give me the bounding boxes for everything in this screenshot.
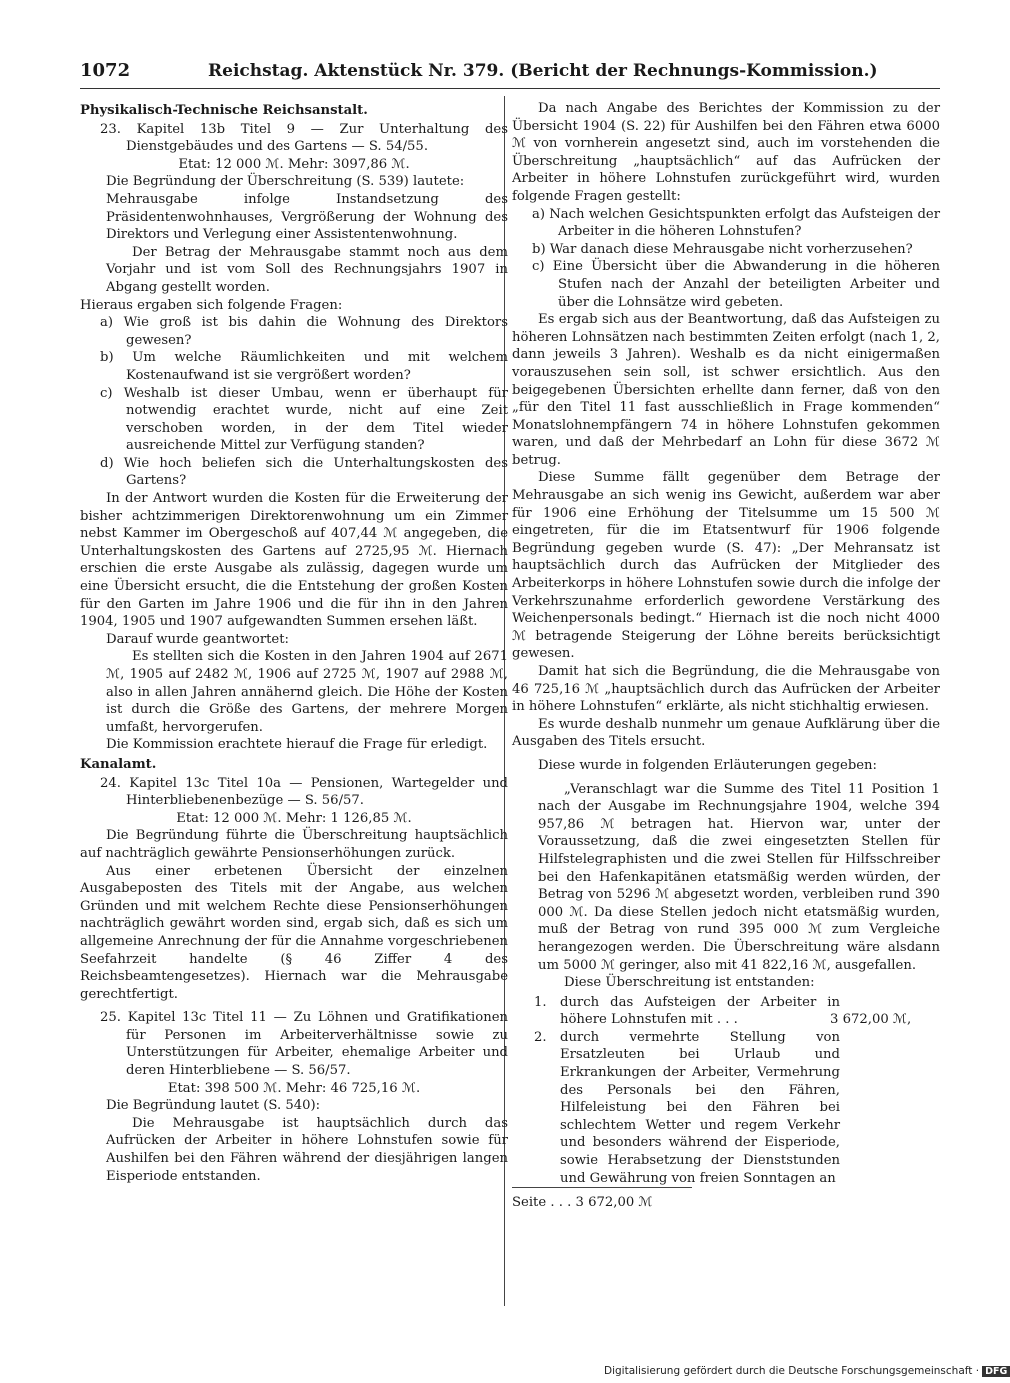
item-25-etat: Etat: 398 500 ℳ. Mehr: 46 725,16 ℳ.: [167, 1080, 421, 1096]
right-paragraph: Diese wurde in folgenden Erläuterungen gegeben:: [538, 757, 877, 773]
question-a: a) Nach welchen Gesichtspunkten erfolgt das Aufsteigen der Arbeiter in die höheren Lohnstufen?: [532, 206, 940, 240]
question-c: c) Eine Übersicht über die Abwanderung in die höheren Stufen nach der Anzahl der beteiligten Arbeiter und über die Lohnsätze wird gebeten.: [532, 259, 940, 310]
list-item: [534, 1029, 840, 1187]
section-heading-reichsanstalt: Physikalisch-Technische Reichsanstalt.: [80, 103, 368, 118]
question-b: b) Um welche Räumlichkeiten und mit welchem Kostenaufwand ist sie vergrößert worden?: [100, 350, 508, 383]
item-24-paragraph: Aus einer erbetenen Übersicht der einzelnen Ausgabeposten des Titels mit der Angabe, aus welchen Gründen und mit welchem Rechte diese Pensionserhöhungen nachträglich gewährt worden sind, ergab sich, daß es sich um allgemeine Anrechnung der für die Annahme vorgeschriebenen Seefahrzeit handelte (§ 46 Ziffer 4 des Reichsbeamtengesetzes). Hiernach war die Mehrausgabe gerechtfertigt.: [80, 863, 508, 1002]
item-24-heading: 24. Kapitel 13c Titel 10a — Pensionen, Wartegelder und Hinterbliebenenbezüge — S. 56/57.: [100, 775, 508, 809]
item-23-paragraph: Hieraus ergaben sich folgende Fragen:: [80, 297, 343, 313]
section-heading-kanalamt: Kanalamt.: [80, 756, 157, 772]
right-paragraph: Da nach Angabe des Berichtes der Kommission zu der Übersicht 1904 (S. 22) für Aushilfen bei den Fähren etwa 6000 ℳ von vornherein angesetzt sind, auch im vorstehenden die Überschreitung „hauptsächlich“ auf das Aufrücken der Arbeiter in höhere Lohnstufen zurückgeführt wird, wurden folgende Fragen gestellt:: [512, 101, 940, 204]
item-23-etat: Etat: 12 000 ℳ. Mehr: 3097,86 ℳ.: [178, 156, 410, 172]
item-23-paragraph: In der Antwort wurden die Kosten für die Erweiterung der bisher achtzimmerigen Direktorenwohnung um ein Zimmer nebst Kammer im Obergeschoß auf 407,44 ℳ angegeben, die Unterhaltungskosten des Gartens auf 2725,95 ℳ. Hiernach erschien die erste Ausgabe als zulässig, dagegen wurde um eine Übersicht ersucht, die die Entstehung der großen Kosten für den Garten im Jahre 1906 und die für ihn in den Jahren 1904, 1905 und 1907 aufgewandten Summen ersehen läßt.: [80, 491, 508, 630]
right-paragraph: Es wurde deshalb nunmehr um genaue Aufklärung über die Ausgaben des Titels ersucht.: [512, 716, 940, 750]
item-24-etat: Etat: 12 000 ℳ. Mehr: 1 126,85 ℳ.: [176, 810, 412, 826]
item-23-quote: Mehrausgabe infolge Instandsetzung des Präsidentenwohnhauses, Vergrößerung der Wohnung des Direktors und Verlegung einer Assistentenwohnung.: [106, 191, 508, 243]
question-b: b) War danach diese Mehrausgabe nicht vorherzusehen?: [532, 241, 913, 257]
page-header: [80, 60, 940, 89]
item-24-paragraph: Die Begründung führte die Überschreitung hauptsächlich auf nachträglich gewährte Pensionserhöhungen zurück.: [80, 828, 508, 861]
item-23-quote: Der Betrag der Mehrausgabe stammt noch aus dem Vorjahr und ist vom Soll des Rechnungsjahrs 1907 in Abgang gestellt worden.: [106, 244, 508, 295]
list-item-number: 1.: [534, 994, 547, 1010]
question-a: a) Wie groß ist bis dahin die Wohnung des Direktors gewesen?: [100, 315, 508, 348]
running-title: Reichstag. Aktenstück Nr. 379. (Bericht der Rechnungs-Kommission.): [208, 61, 878, 81]
digitization-footer: [604, 1365, 1010, 1377]
item-23-paragraph: Die Kommission erachtete hierauf die Frage für erledigt.: [106, 737, 488, 753]
list-item-text: durch das Aufsteigen der Arbeiter in höhere Lohnstufen mit . . .: [560, 994, 840, 1028]
list-item-number: 2.: [534, 1029, 547, 1045]
left-column: [80, 100, 508, 1185]
footer-text: Digitalisierung gefördert durch die Deutsche Forschungsgemeinschaft ·: [604, 1365, 980, 1377]
list-item-text: durch vermehrte Stellung von Ersatzleuten bei Urlaub und Erkrankungen der Arbeiter, Vermehrung des Personals bei den Fähren, Hilfeleistung bei den Fähren bei schlechtem Wetter und regem Verkehr und besonders während der Eisperiode, sowie Herabsetzung der Dienststunden und Gewährung von freien Sonntagen an: [560, 1029, 840, 1186]
item-25-heading: 25. Kapitel 13c Titel 11 — Zu Löhnen und Gratifikationen für Personen im Arbeiterverhältnisse sowie zu Unterstützungen für Arbeiter, ehemalige Arbeiter und deren Hinterbliebene — S. 56/57.: [100, 1010, 508, 1079]
right-paragraph: Damit hat sich die Begründung, die die Mehrausgabe von 46 725,16 ℳ „hauptsächlich durch das Aufrücken der Arbeiter in höhere Lohnstufen“ erklärte, als nicht stichhaltig erwiesen.: [512, 664, 940, 715]
right-column: [512, 100, 940, 1212]
item-23-heading: 23. Kapitel 13b Titel 9 — Zur Unterhaltung des Dienstgebäudes und des Gartens — S. 54/55.: [100, 121, 508, 155]
explanation-quote: Diese Überschreitung ist entstanden:: [564, 975, 815, 991]
item-23-paragraph: Die Begründung der Überschreitung (S. 539) lautete:: [106, 174, 465, 190]
right-paragraph: Es ergab sich aus der Beantwortung, daß das Aufsteigen zu höheren Lohnsätzen nach bestimmten Zeiten erfolgt (nach 1, 2, dann jeweils 3 Jahren). Weshalb es da nicht einigermaßen vorauszusehen sein soll, ist schwer ersichtlich. Aus den beigegebenen Übersichten erhellte dann ferner, daß von den „für den Titel 11 fast ausschließlich in Frage kommenden“ Monatslohnempfängern 74 in höhere Lohnstufen gekommen waren, und daß der Mehrbedarf an Lohn für diese 3672 ℳ betrug.: [512, 312, 940, 468]
list-item: [534, 994, 912, 1029]
explanation-quote: „Veranschlagt war die Summe des Titel 11 Position 1 nach der Ausgabe im Rechnungsjahre 1904, welche 394 957,86 ℳ betragen hat. Hiervon war, unter der Voraussetzung, daß die zwei eingesetzten Stellen für Hilfstelegraphisten und die zwei Stellen für Hilfsschreiber bei den Hafenkapitänen etatsmäßig werden würden, der Betrag von 5296 ℳ abgesetzt worden, verbleiben rund 390 000 ℳ. Da diese Stellen jedoch nicht etatsmäßig wurden, muß der Betrag von rund 395 000 ℳ zum Vergleiche herangezogen werden. Die Überschreitung wäre alsdann um 5000 ℳ geringer, also mit 41 822,16 ℳ, ausgefallen.: [538, 781, 940, 973]
question-c: c) Weshalb ist dieser Umbau, wenn er überhaupt für notwendig erachtet wurde, nicht auf eine Zeit verschoben worden, in der dem Titel wieder ausreichende Mittel zur Verfügung standen?: [100, 385, 508, 454]
item-23-quote: Es stellten sich die Kosten in den Jahren 1904 auf 2671 ℳ, 1905 auf 2482 ℳ, 1906 auf 2725 ℳ, 1907 auf 2988 ℳ, also in allen Jahren annähernd gleich. Die Höhe der Kosten ist durch die Größe des Gartens, der mehrere Morgen umfaßt, hervorgerufen.: [106, 649, 508, 735]
dfg-logo: DFG: [982, 1366, 1010, 1377]
item-25-quote: Die Mehrausgabe ist hauptsächlich durch das Aufrücken der Arbeiter in höhere Lohnstufen sowie für Aushilfen bei den Fähren während der diesjährigen langen Eisperiode entstanden.: [106, 1115, 508, 1184]
question-d: d) Wie hoch beliefen sich die Unterhaltungskosten des Gartens?: [100, 455, 508, 489]
page-subtotal: Seite . . . 3 672,00 ℳ: [512, 1187, 692, 1212]
list-item-amount: 3 672,00 ℳ,: [830, 1012, 912, 1028]
item-23-paragraph: Darauf wurde geantwortet:: [106, 631, 289, 647]
item-25-paragraph: Die Begründung lautet (S. 540):: [106, 1098, 321, 1114]
right-paragraph: Diese Summe fällt gegenüber dem Betrage der Mehrausgabe an sich wenig ins Gewicht, außerdem war aber für 1906 eine Erhöhung der Titelsumme um 15 500 ℳ eingetreten, für die im Etatsentwurf für 1906 folgende Begründung gegeben wurde (S. 47): „Der Mehransatz ist hauptsächlich durch das Aufrücken der Mitglieder des Arbeiterkorps in höhere Lohnstufen sowie durch die infolge der Verkehrszunahme erforderlich gewordene Verstärkung des Weichenpersonals bedingt.“ Hiernach ist die noch nicht 4000 ℳ betragende Steigerung der Löhne bereits berücksichtigt gewesen.: [512, 470, 940, 662]
page-number: 1072: [80, 60, 131, 81]
cost-breakdown-list: [534, 994, 940, 1188]
